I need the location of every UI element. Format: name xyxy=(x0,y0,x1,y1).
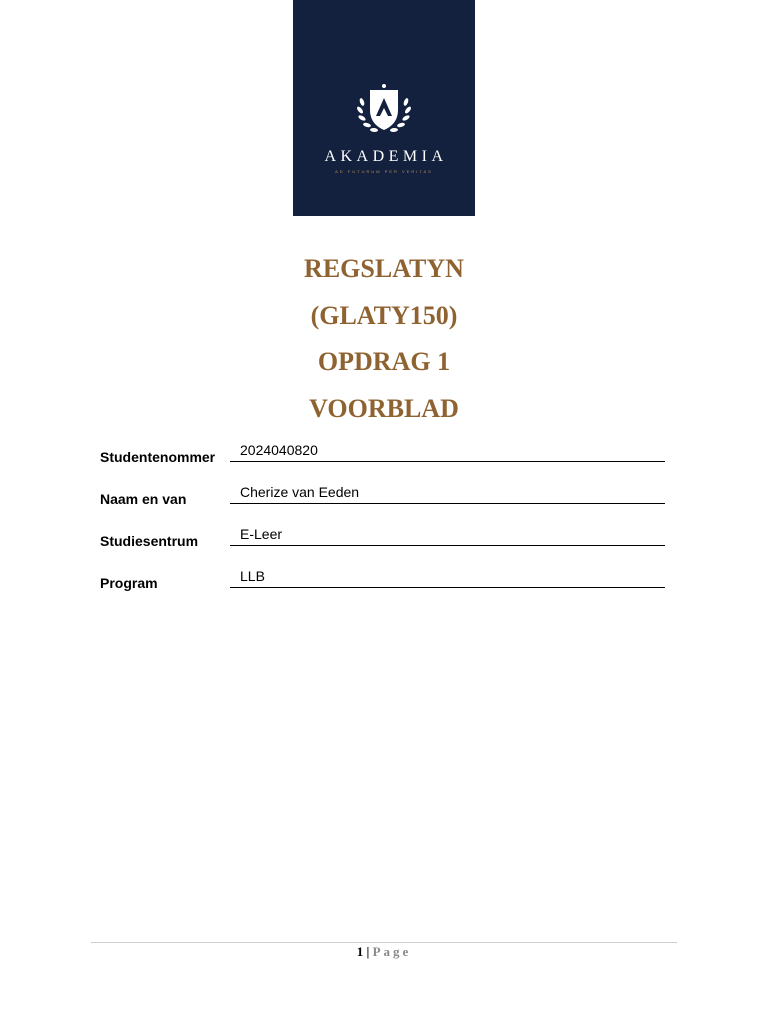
cover-page-title: VOORBLAD xyxy=(309,394,459,423)
field-student-number xyxy=(100,425,665,465)
page-number: 1 xyxy=(356,944,364,959)
field-program xyxy=(100,551,665,591)
page-separator: | xyxy=(366,944,370,959)
field-label: Program xyxy=(100,575,158,591)
field-label: Studentenommer xyxy=(100,449,216,465)
akademia-logo xyxy=(293,0,475,216)
footer-divider xyxy=(91,942,677,943)
field-name-surname xyxy=(100,467,665,507)
course-code: (GLATY150) xyxy=(310,301,458,330)
assignment-title: OPDRAG 1 xyxy=(317,347,451,376)
field-value: E-Leer xyxy=(230,525,665,546)
course-title: REGSLATYN xyxy=(304,254,464,283)
field-label: Studiesentrum xyxy=(100,533,199,549)
logo-wordmark: AKADEMIA xyxy=(324,148,448,165)
page-label: Page xyxy=(372,944,412,959)
field-study-centre xyxy=(100,509,665,549)
field-label: Naam en van xyxy=(100,491,187,507)
shield-laurel-icon xyxy=(352,82,416,140)
logo-motto: AD FUTURUM PER VERITAS xyxy=(335,169,433,174)
field-value: LLB xyxy=(230,567,665,588)
field-value: 2024040820 xyxy=(230,441,665,462)
page-footer xyxy=(0,944,768,960)
field-value: Cherize van Eeden xyxy=(230,483,665,504)
